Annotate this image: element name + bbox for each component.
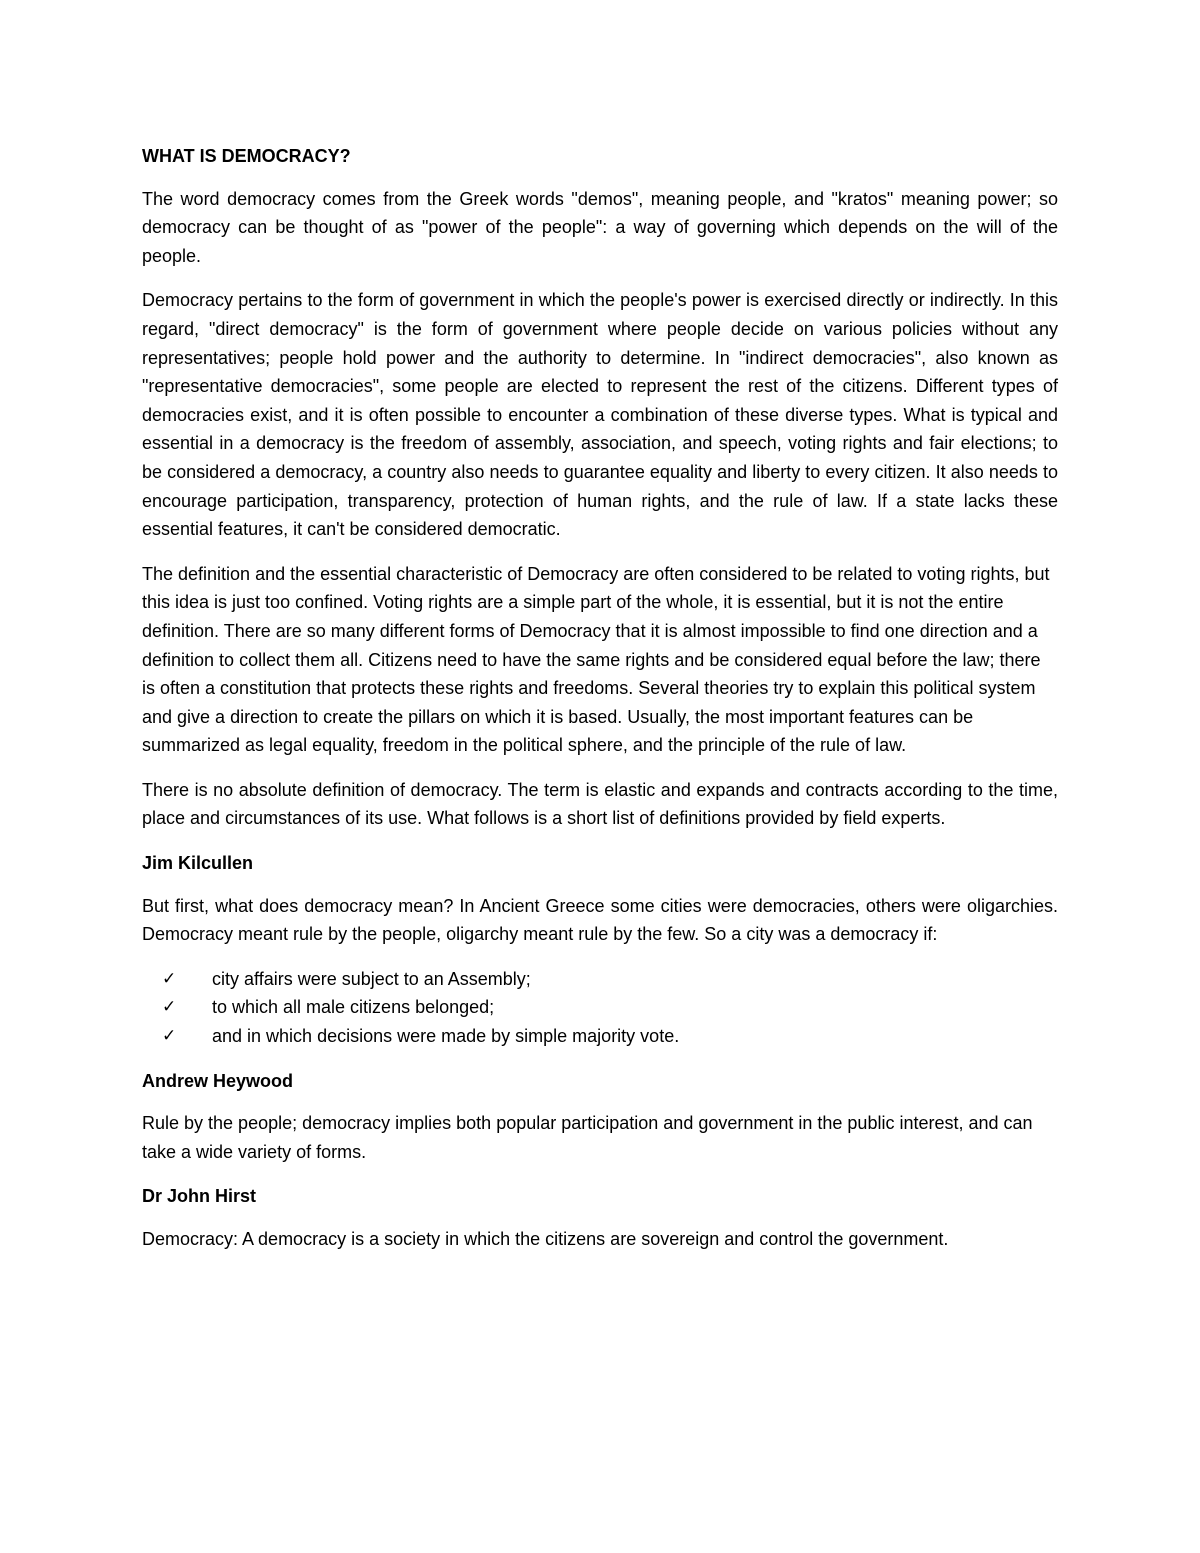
- checkmark-icon: ✓: [162, 1026, 177, 1047]
- section-text-heywood: Rule by the people; democracy implies both popular participation and government in the public interest, and can take a wide variety of forms.: [142, 1113, 1033, 1162]
- checkmark-icon: ✓: [162, 968, 177, 989]
- list-item-text: city affairs were subject to an Assembly;: [212, 968, 531, 989]
- document-title: WHAT IS DEMOCRACY?: [142, 146, 351, 166]
- list-item: [162, 1022, 1058, 1051]
- section-text-hirst: Democracy: A democracy is a society in which the citizens are sovereign and control the government.: [142, 1229, 949, 1249]
- section-heading-kilcullen: Jim Kilcullen: [142, 853, 254, 874]
- bullet-list: [142, 965, 1058, 1051]
- paragraph-forms-of-government: Democracy pertains to the form of government in which the people's power is exercised directly or indirectly. In this regard, "direct democracy" is the form of government where people decide on various policies without any representatives; people hold power and the authority to determine. In "indirect democracies", also known as "representative democracies", some people are elected to represent the rest of the citizens. Different types of democracies exist, and it is often possible to encounter a combination of these diverse types. What is typical and essential in a democracy is the freedom of assembly, association, and speech, voting rights and fair elections; to be considered a democracy, a country also needs to guarantee equality and liberty to every citizen. It also needs to encourage participation, transparency, protection of human rights, and the rule of law. If a state lacks these essential features, it can't be considered democratic.: [142, 290, 1058, 540]
- paragraph-etymology: The word democracy comes from the Greek words "demos", meaning people, and "kratos" meaning power; so democracy can be thought of as "power of the people": a way of governing which depends on the will of the people.: [142, 188, 1058, 266]
- list-item: [162, 993, 1058, 1022]
- paragraph-no-absolute-definition: There is no absolute definition of democracy. The term is elastic and expands and contracts according to the time, place and circumstances of its use. What follows is a short list of definitions provided by field experts.: [142, 779, 1058, 829]
- list-item-text: to which all male citizens belonged;: [212, 997, 495, 1018]
- document-page: [142, 142, 1058, 1270]
- paragraph-definition: The definition and the essential characteristic of Democracy are often considered to be related to voting rights, but this idea is just too confined. Voting rights are a simple part of the whole, it is essential, but it is not the entire definition. There are so many different forms of Democracy that it is almost impossible to find one direction and a definition to collect them all. Citizens need to have the same rights and be considered equal before the law; there is often a constitution that protects these rights and freedoms. Several theories try to explain this political system and give a direction to create the pillars on which it is based. Usually, the most important features can be summarized as legal equality, freedom in the political sphere, and the principle of the rule of law.: [142, 563, 1050, 756]
- section-text-kilcullen: But first, what does democracy mean? In Ancient Greece some cities were democracies, others were oligarchies. Democracy meant rule by the people, oligarchy meant rule by the few. So a city was a democracy if:: [142, 895, 1058, 945]
- list-item: [162, 965, 1058, 994]
- section-heading-hirst: Dr John Hirst: [142, 1186, 257, 1207]
- list-item-text: and in which decisions were made by simple majority vote.: [212, 1026, 680, 1047]
- section-heading-heywood: Andrew Heywood: [142, 1070, 294, 1091]
- checkmark-icon: ✓: [162, 997, 177, 1018]
